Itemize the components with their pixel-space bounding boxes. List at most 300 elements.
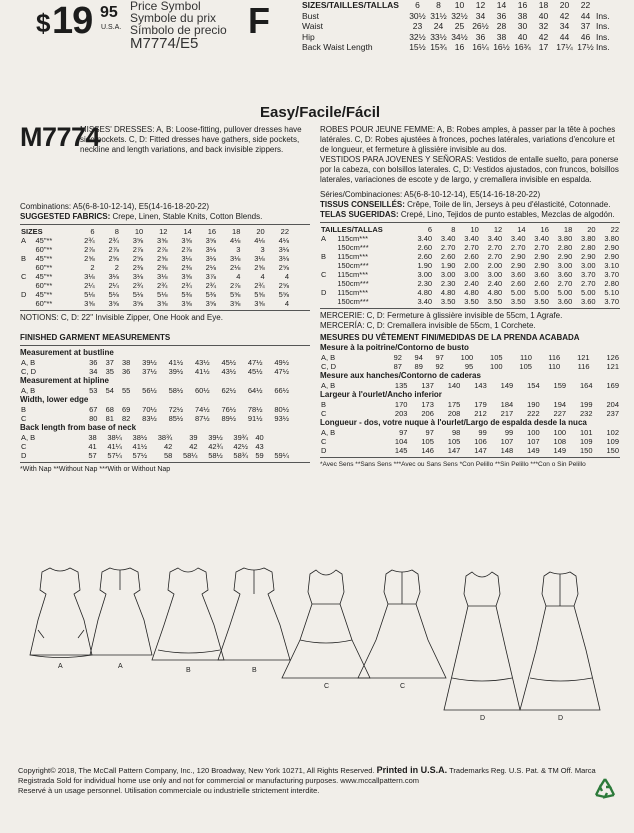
yardage-value: 2⅞ (84, 245, 95, 254)
measurement-value (265, 442, 290, 451)
measure-value: 38 (517, 10, 528, 21)
yardage-row (20, 245, 290, 254)
yardage-value: 2⅞ (108, 245, 119, 254)
measurement-value: 60½ (195, 386, 210, 395)
measurement-value: 108 (553, 437, 567, 446)
measurement-value: 92 (435, 362, 444, 371)
yardage-row (320, 252, 620, 261)
measurement-value: 80 (89, 414, 98, 423)
measure-label: Hip (302, 31, 315, 42)
measurement-value: 72½ (168, 405, 184, 414)
measurement-value: 212 (474, 409, 487, 418)
view-letter (20, 263, 34, 272)
fabric-width: 60"** (35, 281, 53, 290)
yardage-row (320, 297, 620, 306)
measurement-row (20, 414, 290, 423)
measurement-value: 143 (474, 381, 487, 390)
yardage-value: 3.00 (581, 261, 596, 270)
measurement-value: 37 (105, 358, 114, 367)
view-letter: C (321, 437, 327, 446)
measurement-value: 150 (606, 446, 619, 455)
measurement-value: 42½ (233, 442, 249, 451)
size-col: 6 (427, 225, 433, 234)
yardage-value: 3.60 (510, 270, 526, 279)
yardage-value: 4⅛ (254, 236, 265, 245)
measurement-value: 39 (189, 433, 198, 442)
yardage-value: 2¾ (254, 281, 265, 290)
measurement-value: 87 (393, 362, 402, 371)
view-letter: D (321, 288, 327, 297)
measurement-value: 170 (394, 400, 408, 409)
view-letter (320, 243, 336, 252)
view-a-back-drawing (90, 568, 152, 655)
price-cents: 95 (100, 4, 118, 21)
measurement-value: 39½ (208, 433, 223, 442)
finished-measurements-title-fr: MESURES DU VÊTEMENT FINI/MEDIDAS DE LA PRENDA ACABADA (320, 333, 580, 342)
measure-unit: Ins. (595, 21, 610, 31)
nap-note-french: *Avec Sens **Sans Sens ***Avec ou Sans Sens *Con Pelillo **Sin Pelillo ***Con o Sin Pelillo (320, 461, 586, 468)
measurement-value: 38 (88, 433, 97, 442)
measurement-value: 190 (527, 400, 540, 409)
price-region: U.S.A. (101, 24, 122, 31)
measure-row (302, 42, 610, 53)
sizes-label-metric: TAILLES/TALLAS (321, 225, 383, 234)
yardage-value: 4.80 (417, 288, 433, 297)
yardage-value: 5⅜ (205, 290, 217, 299)
measurement-value: 80½ (274, 405, 289, 414)
yardage-value: 3.40 (417, 234, 433, 243)
yardage-row (20, 236, 290, 245)
measurement-group-label: Width, lower edge (20, 395, 89, 404)
yardage-value: 2⅝ (157, 254, 168, 263)
measurement-value: 126 (606, 353, 619, 362)
yardage-value: 5.00 (534, 288, 549, 297)
measurement-value: 41½ (168, 358, 184, 367)
yardage-value: 2.70 (487, 243, 503, 252)
description-french: ROBES POUR JEUNE FEMME: A, B: Robes amples, à passer par la tête à poches latérales. C, D: Robes ajustées à fronces, poches latérales, variations d'encolure et de longueur, et fermeture à glissière invisible au dos. (320, 125, 616, 154)
price-symbol-box (130, 0, 227, 52)
measurement-row (320, 400, 620, 409)
yardage-row (20, 281, 290, 290)
yardage-value: 2.70 (557, 279, 573, 288)
yardage-value: 2¾ (84, 236, 95, 245)
measurement-value: 121 (577, 353, 590, 362)
nap-note-english: *With Nap **Without Nap ***With or Without Nap (20, 466, 171, 473)
fabrics-label-es: TELAS SUGERIDAS: (320, 210, 399, 219)
view-letter: D (21, 290, 27, 299)
yardage-value: 2.40 (464, 279, 479, 288)
yardage-row (320, 261, 620, 270)
yardage-value: 2.80 (581, 243, 596, 252)
fabric-width: 115cm*** (337, 234, 369, 243)
view-letter: D (321, 446, 327, 455)
measurement-value: 100 (553, 428, 567, 437)
fabrics-label: SUGGESTED FABRICS: (20, 212, 111, 221)
measurement-value: 59¼ (274, 451, 289, 460)
measure-label: Back Waist Length (302, 42, 373, 52)
measure-value: 16½ (493, 42, 510, 52)
measurement-value: 45½ (247, 367, 263, 376)
measurement-value: 110 (519, 353, 532, 362)
measurement-value: 42 (164, 442, 173, 451)
combinations-english: Combinations: A5(6-8-10-12-14), E5(14-16-18-20-22) (20, 202, 209, 211)
fabrics-text: Crepe, Linen, Stable Knits, Cotton Blends. (112, 212, 263, 221)
measure-label: Waist (302, 21, 323, 31)
measurement-group-label: Largeur à l'ourlet/Ancho inferior (320, 390, 442, 399)
view-label-b2: B (252, 667, 257, 674)
measurement-group-label: Measurement at bustline (20, 348, 114, 357)
measurement-value: 49½ (274, 358, 289, 367)
yardage-value: 3.70 (604, 297, 619, 306)
combinations-french: Séries/Combinaciones: A5(6-8-10-12-14), E5(14-16-18-20-22) (320, 190, 541, 199)
measurement-value: 43 (255, 442, 264, 451)
view-label-d1: D (480, 715, 486, 722)
measurement-value: 34 (89, 367, 98, 376)
yardage-value: 2⅜ (181, 263, 192, 272)
measurement-value: 146 (421, 446, 434, 455)
yardage-row (20, 254, 290, 263)
yardage-value: 4.80 (464, 288, 479, 297)
yardage-value: 3.00 (440, 270, 456, 279)
fabric-width: 115cm*** (337, 252, 369, 261)
fabric-width: 115cm*** (337, 288, 369, 297)
yardage-value: 3⅛ (229, 254, 241, 263)
measurement-value: 95 (464, 362, 474, 371)
yardage-row (20, 290, 290, 299)
measurement-value: 39½ (168, 367, 184, 376)
view-letter: A, B (321, 381, 336, 390)
yardage-value: 2.90 (510, 252, 526, 261)
sizes-label: SIZES (21, 227, 43, 236)
yardage-value: 3.50 (464, 297, 479, 306)
measurement-table (320, 381, 620, 390)
measurement-value: 43½ (221, 367, 237, 376)
measure-value: 16¾ (514, 42, 531, 52)
measure-row (302, 21, 610, 32)
measurement-value: 64½ (247, 386, 263, 395)
yardage-value: 2.90 (534, 261, 549, 270)
yardage-value: 3.00 (487, 270, 503, 279)
measurement-value: 135 (394, 381, 408, 390)
view-letter: B (321, 400, 327, 409)
yardage-value: 3.80 (581, 234, 596, 243)
yardage-value: 3⅛ (278, 254, 289, 263)
measurement-value: 100 (490, 362, 503, 371)
measurement-row (320, 437, 620, 446)
measurement-value: 140 (447, 381, 461, 390)
yardage-value: 2.70 (464, 243, 479, 252)
measurement-value: 184 (500, 400, 514, 409)
yardage-value: 5.00 (581, 288, 596, 297)
yardage-row (320, 243, 620, 252)
measurement-value: 105 (447, 437, 461, 446)
measurement-row (20, 405, 290, 414)
measurement-row (320, 428, 620, 437)
view-label-c1: C (324, 683, 330, 690)
measurement-value: 102 (606, 428, 619, 437)
measurement-group-label: Back length from base of neck (20, 423, 137, 432)
view-label-a2: A (118, 663, 123, 670)
measure-unit: Ins. (595, 10, 610, 21)
fabric-width: 60"** (35, 263, 53, 272)
measurement-value: 38¾ (157, 433, 173, 442)
difficulty-title: Easy/Facile/Fácil (260, 104, 381, 121)
measure-value: 32½ (451, 10, 468, 21)
measurement-value: 105 (490, 353, 503, 362)
description-spanish: VESTIDOS PARA JOVENES Y SEÑORAS: Vestidos de entalle suelto, para ponerse por la cabeza, con bolsillos laterales. C, D: Vestidos ajustados, con fruncos, bolsillos laterales, variaciones de escote y de largo, y cremallera invisible en espalda. (320, 155, 619, 184)
price-main: 19 (52, 0, 93, 42)
measurement-value: 57 (88, 451, 97, 460)
size-col: 18 (563, 225, 573, 234)
fabric-width: 150cm*** (337, 297, 369, 306)
measurement-value: 145 (394, 446, 408, 455)
yardage-value: 2⅝ (132, 254, 144, 263)
yardage-value: 2.90 (581, 252, 596, 261)
measurement-value: 149 (527, 446, 540, 455)
yardage-value: 3.00 (557, 261, 573, 270)
size-header-row (302, 0, 610, 11)
fabric-width: 45"** (35, 236, 53, 245)
size-col: 18 (232, 227, 241, 236)
size-col: 10 (454, 0, 465, 10)
measurement-value: 148 (500, 446, 514, 455)
measurement-value: 149 (553, 446, 567, 455)
yardage-value: 2⅜ (157, 263, 168, 272)
measure-value: 42 (559, 10, 570, 21)
measurement-value: 38½ (132, 433, 148, 442)
measurement-value: 85½ (168, 414, 184, 423)
measurement-value: 81 (105, 414, 114, 423)
measurement-value: 36 (122, 367, 131, 376)
measurement-value: 91½ (247, 414, 263, 423)
view-letter: C (21, 272, 27, 281)
measurement-value: 56½ (142, 386, 157, 395)
yardage-value: 2.60 (417, 252, 433, 261)
yardage-value: 3.00 (417, 270, 433, 279)
yardage-value: 1.90 (440, 261, 456, 270)
yardage-row (320, 270, 620, 279)
yardage-value: 3.80 (604, 234, 619, 243)
yardage-value: 3.40 (464, 234, 479, 243)
view-letter: C (321, 409, 327, 418)
measurement-value: 159 (553, 381, 567, 390)
measurement-row (20, 451, 290, 460)
measurement-value: 101 (579, 428, 593, 437)
yardage-value: 4 (236, 272, 241, 281)
view-letter: A, B (21, 433, 36, 442)
measure-value: 34 (559, 21, 570, 31)
size-col: 16 (540, 225, 549, 234)
measurement-value: 58¼ (182, 451, 198, 460)
fabric-width: 115cm*** (337, 270, 369, 279)
yardage-value: 2⅞ (229, 281, 241, 290)
fabric-width: 45"** (35, 272, 53, 281)
fabrics-spanish (320, 210, 620, 220)
yardage-value: 3⅛ (254, 254, 265, 263)
view-letter: C, D (21, 367, 36, 376)
measurement-row (320, 381, 620, 390)
measurement-value: 67 (89, 405, 98, 414)
measurement-value (265, 433, 290, 442)
measurement-row (20, 367, 290, 376)
fabrics-text-fr: Crêpe, Toile de lin, Jerseys à peu d'élasticité, Cotonnade. (407, 200, 611, 209)
price-letter: F (248, 0, 270, 41)
measurement-value: 55 (122, 386, 131, 395)
measure-value: 34 (475, 10, 486, 21)
size-col: 10 (134, 227, 144, 236)
measurement-value: 78½ (247, 405, 263, 414)
fabric-width: 150cm*** (337, 279, 369, 288)
measure-value: 30½ (409, 10, 426, 21)
measurement-value: 58¾ (233, 451, 249, 460)
view-letter: B (321, 252, 327, 261)
measurement-value: 147 (474, 446, 487, 455)
view-letter (20, 281, 34, 290)
measurement-value: 154 (527, 381, 540, 390)
view-letter (320, 279, 336, 288)
measurement-value: 39¾ (233, 433, 249, 442)
view-c-back-drawing (358, 570, 446, 678)
yardage-value: 1.90 (417, 261, 433, 270)
measurement-value: 42 (189, 442, 198, 451)
yardage-value: 2⅜ (132, 263, 144, 272)
yardage-value: 2.90 (534, 252, 549, 261)
measurement-value: 116 (577, 362, 590, 371)
size-col: 8 (114, 227, 119, 236)
fabric-width: 45"** (35, 290, 53, 299)
fabrics-text-es: Crepé, Lino, Tejidos de punto estables, Mezclas de algodón. (400, 210, 615, 219)
measurement-value: 203 (394, 409, 408, 418)
yardage-value: 2 (90, 263, 95, 272)
measure-unit: Ins. (595, 42, 610, 52)
measurement-value: 62½ (221, 386, 237, 395)
yardage-table-inches (20, 227, 290, 308)
measurement-table (320, 428, 620, 455)
measurement-value: 74½ (195, 405, 210, 414)
measure-row (302, 32, 610, 43)
description-english: MISSES' DRESSES: A, B: Loose-fitting, pullover dresses have side pockets. C, D: Fitted dresses have gathers, side pockets, neckline and length variations, and back invisible zippers. (80, 125, 302, 154)
measurement-value: 227 (553, 409, 567, 418)
measurement-value: 97 (425, 428, 434, 437)
measurement-value: 222 (527, 409, 540, 418)
size-col: 22 (580, 0, 591, 10)
measurement-row (20, 358, 290, 367)
yardage-value: 3⅝ (205, 236, 217, 245)
measurement-table (320, 353, 620, 371)
measurement-value: 70½ (142, 405, 157, 414)
yardage-value: 2⅝ (108, 254, 119, 263)
size-col: 16 (207, 227, 217, 236)
yardage-value: 3⅝ (157, 236, 168, 245)
measurement-value: 204 (606, 400, 619, 409)
size-col: 14 (496, 0, 507, 10)
measurement-value: 37½ (142, 367, 157, 376)
measurement-value: 100 (460, 353, 474, 362)
measurement-row (20, 386, 290, 395)
finished-measurements-english (20, 348, 310, 460)
yardage-value: 5.10 (604, 288, 619, 297)
measure-value: 31½ (430, 10, 447, 21)
measurement-value: 58 (164, 451, 173, 460)
measurement-row (20, 433, 290, 442)
measurement-table (320, 400, 620, 418)
yardage-value: 3⅝ (181, 299, 192, 308)
english-column (20, 202, 310, 475)
measure-value: 17 (538, 42, 549, 52)
usage-line-fr: Reservé à un usage personnel. Utilisation commerciale ou industrielle strictement interdite. (18, 786, 320, 795)
measurement-value: 179 (474, 400, 487, 409)
size-col: 12 (493, 225, 503, 234)
yardage-value: 2.30 (417, 279, 433, 288)
yardage-value: 2⅞ (132, 245, 144, 254)
measurement-value: 116 (548, 353, 561, 362)
measurement-value: 59 (255, 451, 264, 460)
yardage-value: 2⅛ (205, 263, 217, 272)
yardage-value: 2¾ (205, 281, 217, 290)
yardage-value: 3⅝ (132, 236, 144, 245)
yardage-value: 3.70 (604, 270, 619, 279)
measure-value: 44 (559, 31, 570, 42)
measurement-table (20, 386, 290, 395)
measurement-value: 107 (500, 437, 514, 446)
size-col: 16 (517, 0, 528, 10)
yardage-value: 3⅛ (205, 254, 217, 263)
measurement-value: 41½ (195, 367, 210, 376)
size-col: 18 (538, 0, 549, 10)
yardage-value: 3.60 (557, 270, 573, 279)
measurement-value: 68 (105, 405, 114, 414)
measurement-row (320, 446, 620, 455)
yardage-value: 3.40 (534, 234, 549, 243)
measurement-value: 149 (500, 381, 514, 390)
measurement-value: 57¼ (107, 451, 122, 460)
measure-value: 32½ (409, 31, 426, 42)
view-label-d2: D (558, 715, 564, 722)
price-symbol-en: Price Symbol (130, 0, 201, 13)
measurement-value: 53 (89, 386, 98, 395)
measure-row (302, 11, 610, 22)
fabrics-french (320, 200, 620, 210)
yardage-value: 2⅝ (254, 263, 265, 272)
measurement-value: 237 (606, 409, 619, 418)
measure-value: 15¾ (430, 42, 447, 52)
measurement-value: 175 (447, 400, 461, 409)
fabrics-english (20, 212, 310, 222)
yardage-value: 3.40 (417, 297, 433, 306)
measurement-value: 206 (421, 409, 434, 418)
measure-value: 25 (454, 21, 465, 31)
yardage-value: 3.60 (534, 270, 549, 279)
measure-value: 33½ (430, 31, 447, 42)
yardage-value: 3⅞ (205, 272, 217, 281)
yardage-table-metric (320, 225, 620, 306)
measurement-value: 173 (421, 400, 434, 409)
measure-value: 26½ (472, 21, 489, 31)
yardage-value: 2.60 (510, 279, 526, 288)
measurement-group-label: Mesure aux hanches/Contorno de caderas (320, 371, 481, 380)
yardage-row (320, 288, 620, 297)
yardage-value: 2¼ (84, 281, 95, 290)
yardage-value: 3 (236, 245, 241, 254)
price-symbol-es: Símbolo de precio (130, 23, 227, 37)
yardage-value: 5⅝ (254, 290, 265, 299)
yardage-value: 4 (284, 272, 289, 281)
yardage-value: 2.70 (534, 243, 549, 252)
view-letter: D (21, 451, 27, 460)
measurement-value: 36 (89, 358, 98, 367)
view-a-front-drawing (30, 568, 92, 658)
measurement-value: 39½ (142, 358, 157, 367)
